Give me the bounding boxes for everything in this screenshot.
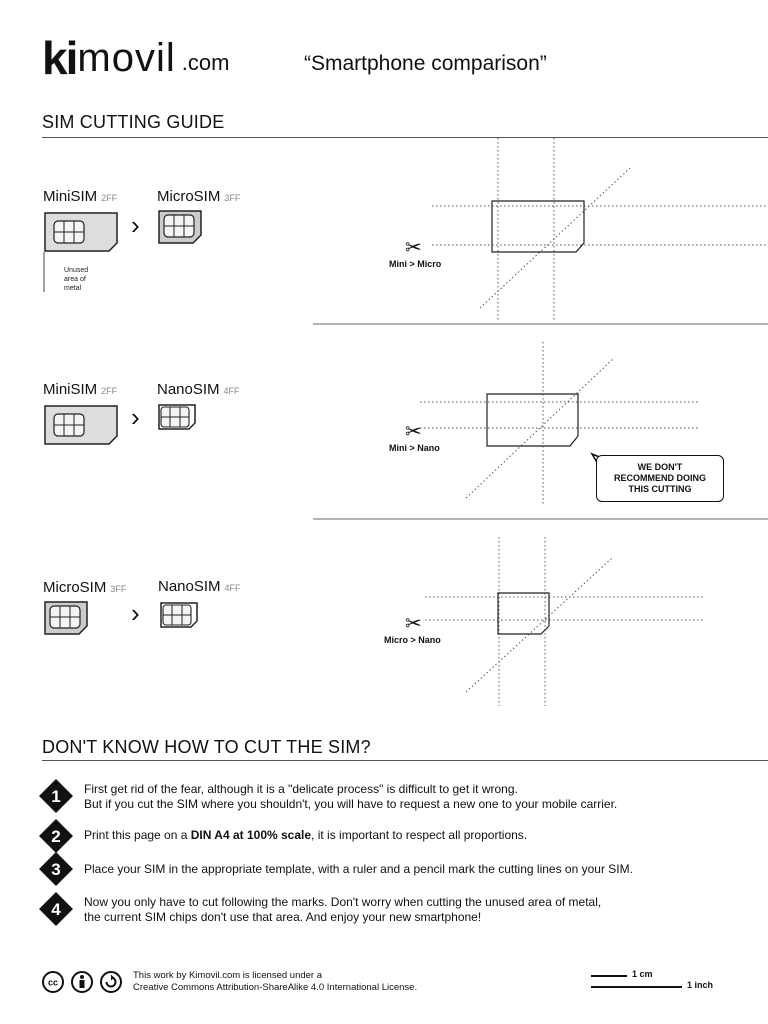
scissors-icon: ✂ xyxy=(405,613,422,635)
step-3-badge-icon xyxy=(39,852,73,886)
template-micro-to-nano xyxy=(425,537,705,706)
microsim-card-icon xyxy=(44,601,88,635)
howto-title: DON'T KNOW HOW TO CUT THE SIM? xyxy=(42,737,371,757)
template-mini-to-micro xyxy=(432,138,768,322)
scale-label-inch: 1 inch xyxy=(687,980,714,990)
howto-title-rule xyxy=(42,760,768,761)
svg-text:2: 2 xyxy=(51,827,61,846)
logo-ki: ki xyxy=(42,32,77,84)
warning-callout: WE DON'T RECOMMEND DOING THIS CUTTING xyxy=(596,455,724,502)
svg-text:cc: cc xyxy=(47,977,59,988)
row2-to-label: NanoSIM 4FF xyxy=(157,381,240,398)
minisim-card-icon xyxy=(44,405,118,445)
cc-icon xyxy=(43,972,63,992)
page-title: “Smartphone comparison” xyxy=(304,52,547,75)
nanosim-card-icon xyxy=(158,404,196,430)
logo-com: .com xyxy=(181,50,230,75)
microsim-card-icon xyxy=(158,210,202,244)
step-1-badge-icon xyxy=(39,779,73,813)
svg-text:3: 3 xyxy=(51,860,61,879)
step-3-text: Place your SIM in the appropriate template, with a ruler and a pencil mark the cutting lines on your SIM. xyxy=(84,862,633,876)
minisim-card-icon xyxy=(44,212,118,252)
svg-text:4: 4 xyxy=(51,900,61,919)
chevron-right-icon: › xyxy=(131,598,140,628)
step-2-badge-icon xyxy=(39,819,73,853)
row1-to-label: MicroSIM 3FF xyxy=(157,188,241,205)
unused-area-note: Unused area of metal xyxy=(64,267,89,292)
row3-to-label: NanoSIM 4FF xyxy=(158,578,241,595)
step-2-text: Print this page on a DIN A4 at 100% scale, it is important to respect all proportions. xyxy=(84,828,528,842)
svg-text:1: 1 xyxy=(51,787,61,806)
row2-cut-label: Mini > Nano xyxy=(389,443,440,453)
logo-movil: movil xyxy=(77,36,176,80)
scale-bar-cm xyxy=(591,975,627,977)
diagonal-guide xyxy=(480,168,630,308)
scale-label-cm: 1 cm xyxy=(632,969,653,979)
share-alike-icon xyxy=(101,972,121,992)
row3-cut-label: Micro > Nano xyxy=(384,635,441,645)
scissors-icon: ✂ xyxy=(405,237,422,259)
row2-from-label: MiniSIM 2FF xyxy=(43,381,118,398)
attribution-icon xyxy=(72,972,92,992)
row3-from-label: MicroSIM 3FF xyxy=(43,579,127,596)
sim-outline xyxy=(498,593,549,634)
chevron-right-icon: › xyxy=(131,210,140,240)
nanosim-card-icon xyxy=(160,602,198,628)
sim-outline xyxy=(492,201,584,252)
diagonal-guide xyxy=(466,558,612,692)
step-4-text: Now you only have to cut following the marks. Don't worry when cutting the unused area of metal, the current SIM chips don't use that area. And enjoy your new smartphone! xyxy=(84,895,602,924)
row1-cut-label: Mini > Micro xyxy=(389,259,442,269)
row1-from-label: MiniSIM 2FF xyxy=(43,188,118,205)
step-1-text: First get rid of the fear, although it is a "delicate process" is difficult to get it wrong. But if you cut the SIM where you shouldn't, you will have to request a new one to your mobile carrier. xyxy=(84,782,618,811)
scale-bar-inch xyxy=(591,986,682,988)
chevron-right-icon: › xyxy=(131,402,140,432)
license-text: This work by Kimovil.com is licensed under a Creative Commons Attribution-ShareAlike 4.0 International License. xyxy=(133,970,418,993)
step-4-badge-icon xyxy=(39,892,73,926)
creative-commons-icons xyxy=(42,970,124,994)
guide-title: SIM CUTTING GUIDE xyxy=(42,112,225,132)
scissors-icon: ✂ xyxy=(405,421,422,443)
